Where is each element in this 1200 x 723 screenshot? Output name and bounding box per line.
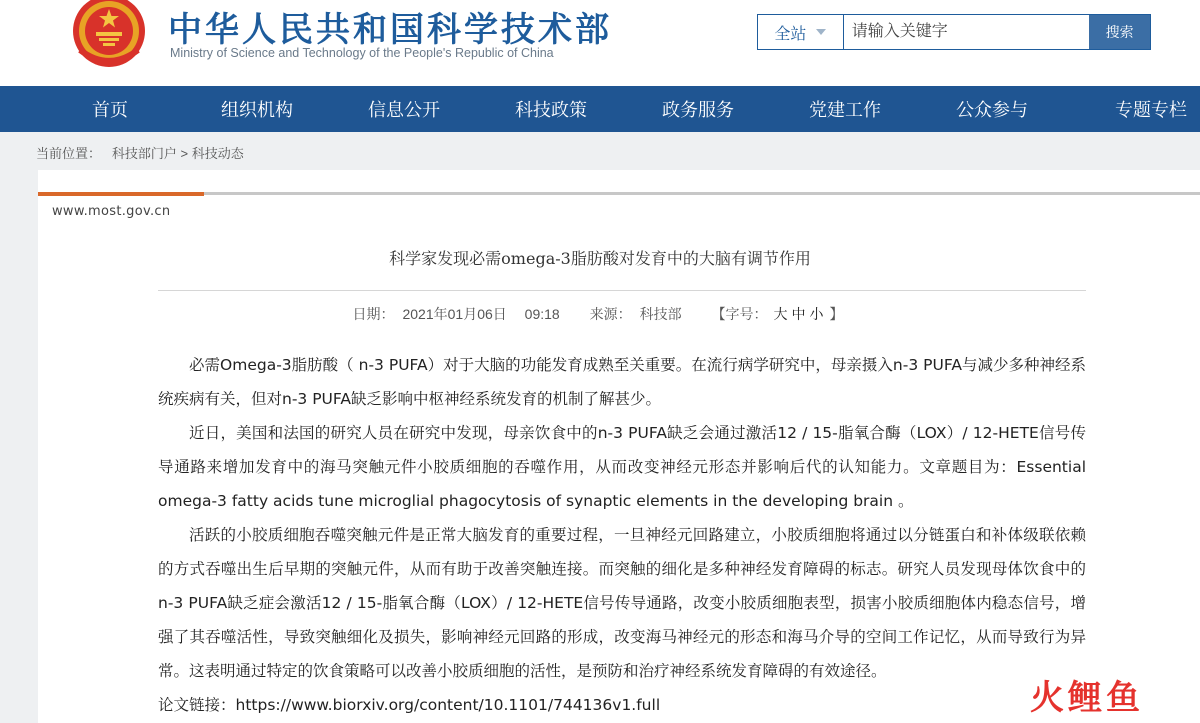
page-gutter bbox=[0, 170, 38, 723]
watermark-char: 鲤 bbox=[1068, 678, 1102, 718]
article-meta bbox=[38, 304, 1162, 324]
font-size-small[interactable]: 小 bbox=[809, 306, 824, 322]
site-subtitle: Ministry of Science and Technology of the People's Republic of China bbox=[170, 46, 554, 60]
national-emblem-icon[interactable] bbox=[70, 0, 148, 70]
time-value: 09:18 bbox=[524, 306, 560, 322]
watermark-char: 鱼 bbox=[1106, 678, 1140, 718]
nav-item-organization[interactable]: 组织机构 bbox=[221, 100, 293, 120]
article-container bbox=[38, 170, 1200, 723]
top-divider-accent bbox=[38, 192, 204, 196]
breadcrumb-link-news[interactable]: 科技动态 bbox=[191, 146, 244, 161]
font-size-label: 【字号： bbox=[711, 306, 768, 322]
paragraph: 活跃的小胶质细胞吞噬突触元件是正常大脑发育的重要过程，一旦神经元回路建立，小胶质细胞将通过以分链蛋白和补体级联依赖的方式吞噬出生后早期的突触元件，从而有助于改善突触连接。而突触的细化是多种神经发育障碍的标志。研究人员发现母体饮食中的n-3 PUFA缺乏症会激活12 / 15-脂氧合酶（LOX）/ 12-HETE信号传导通路，改变小胶质细胞表型，损害小胶质细胞体内稳态信号，增强了其吞噬活性，导致突触细化及损失，影响神经元回路的形成，改变海马神经元的形态和海马介导的空间工作记忆，从而导致行为异常。这表明通过特定的饮食策略可以改善小胶质细胞的活性，是预防和治疗神经系统发育障碍的有效途径。 bbox=[158, 526, 1086, 680]
nav-item-public[interactable]: 公众参与 bbox=[956, 100, 1028, 120]
breadcrumb-link-portal[interactable]: 科技部门户 bbox=[111, 146, 177, 161]
breadcrumb bbox=[36, 143, 244, 162]
font-size-close: 】 bbox=[829, 306, 844, 322]
article-title: 科学家发现必需omega-3脂肪酸对发育中的大脑有调节作用 bbox=[389, 249, 811, 268]
nav-item-info-disclosure[interactable]: 信息公开 bbox=[368, 100, 440, 120]
source-label: 来源： bbox=[589, 306, 632, 322]
nav-item-services[interactable]: 政务服务 bbox=[662, 100, 734, 120]
source-value: 科技部 bbox=[639, 306, 682, 322]
nav-item-party[interactable]: 党建工作 bbox=[809, 100, 881, 120]
breadcrumb-bar bbox=[0, 132, 1200, 170]
breadcrumb-label: 当前位置： bbox=[36, 146, 102, 161]
watermark bbox=[1030, 678, 1140, 718]
top-divider bbox=[38, 192, 1200, 195]
search-scope-label: 全站 bbox=[774, 25, 807, 43]
main-nav bbox=[0, 86, 1200, 132]
paper-link-label: 论文链接： bbox=[158, 696, 236, 714]
site-domain: www.most.gov.cn bbox=[52, 204, 171, 219]
site-title[interactable]: 中华人民共和国科学技术部 bbox=[168, 10, 612, 50]
article-body bbox=[158, 348, 1086, 722]
paragraph: 必需Omega-3脂肪酸（ n-3 PUFA）对于大脑的功能发育成熟至关重要。在流行病学研究中，母亲摄入n-3 PUFA与减少多种神经系统疾病有关，但对n-3 PUFA缺乏影响中枢神经系统发育的机制了解甚少。 bbox=[158, 356, 1086, 408]
search-bar bbox=[757, 14, 1151, 50]
font-size-medium[interactable]: 中 bbox=[791, 306, 806, 322]
nav-item-policy[interactable]: 科技政策 bbox=[515, 100, 587, 120]
site-header bbox=[0, 0, 1200, 86]
paper-link-line bbox=[158, 688, 1086, 722]
font-size-switcher bbox=[708, 306, 848, 322]
paragraph: 近日，美国和法国的研究人员在研究中发现，母亲饮食中的n-3 PUFA缺乏会通过激活12 / 15-脂氧合酶（LOX）/ 12-HETE信号传导通路来增加发育中的海马突触元件小胶质细胞的吞噬作用，从而改变神经元形态并影响后代的认知能力。文章题目为：Essential omega-3 fatty acids tune microglial phagocytosis of synaptic elements in the developing brain 。 bbox=[158, 424, 1086, 510]
date-value: 2021年01月06日 bbox=[402, 306, 507, 322]
chevron-down-icon bbox=[816, 29, 826, 35]
nav-item-topics[interactable]: 专题专栏 bbox=[1115, 100, 1187, 120]
search-input[interactable] bbox=[844, 15, 1089, 49]
breadcrumb-separator: > bbox=[180, 146, 189, 161]
search-scope-select[interactable] bbox=[758, 15, 844, 49]
nav-item-home[interactable]: 首页 bbox=[92, 100, 128, 120]
search-button[interactable]: 搜索 bbox=[1089, 15, 1150, 49]
paper-link[interactable]: https://www.biorxiv.org/content/10.1101/744136v1.full bbox=[235, 696, 661, 714]
watermark-char: 火 bbox=[1030, 678, 1064, 718]
title-divider bbox=[158, 290, 1086, 291]
font-size-large[interactable]: 大 bbox=[773, 306, 788, 322]
date-label: 日期： bbox=[352, 306, 395, 322]
